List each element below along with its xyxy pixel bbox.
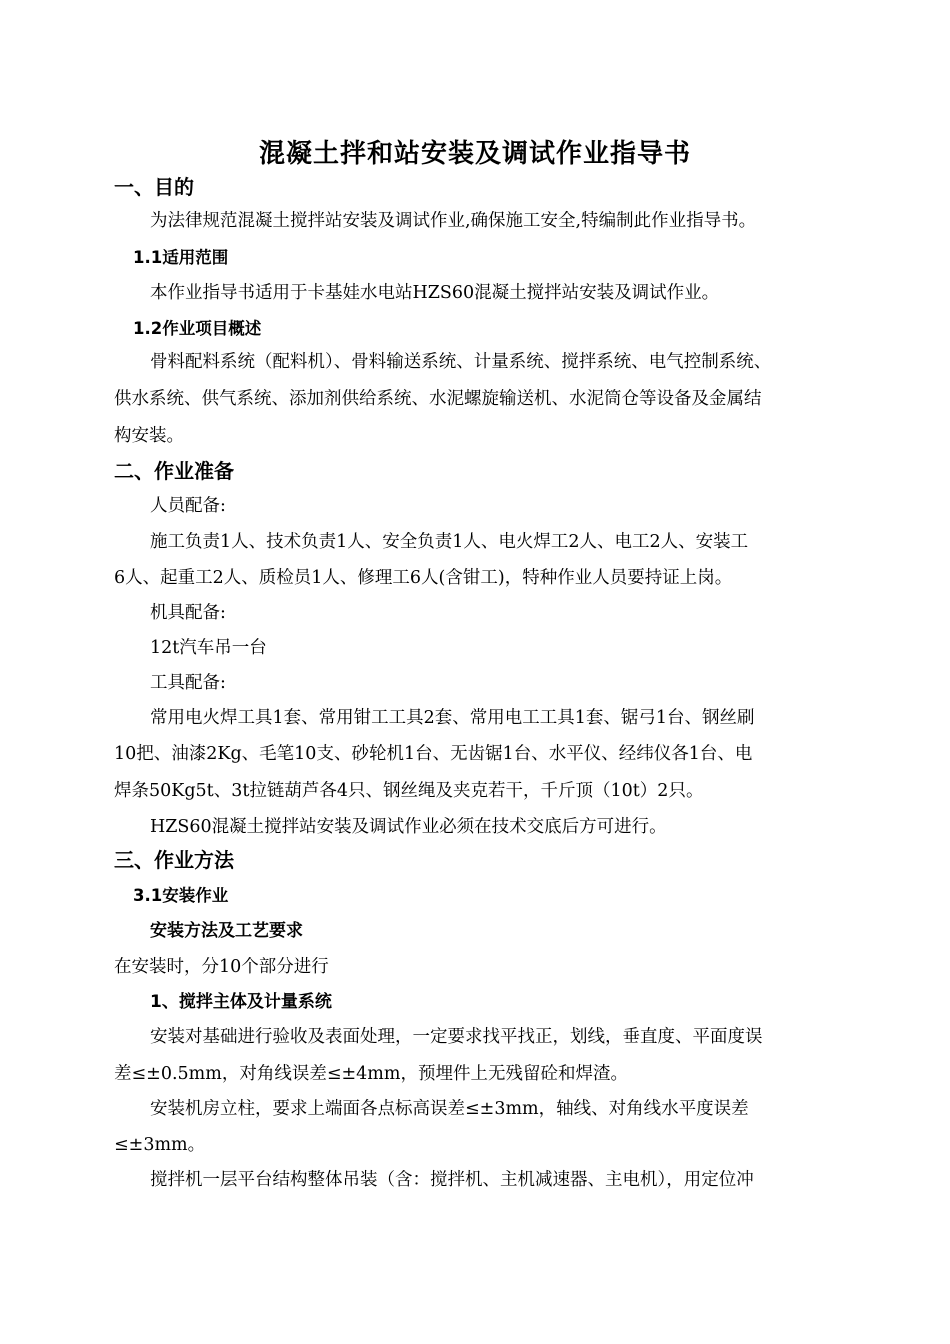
paragraph-tools-line-1: 常用电火焊工具1套、常用钳工工具2套、常用电工工具1套、锯弓1台、钢丝刷 — [150, 708, 755, 728]
paragraph-staffing-line-1: 施工负责1人、技术负责1人、安全负责1人、电火焊工2人、电工2人、安装工 — [150, 532, 749, 552]
paragraph-overview-line-2: 供水系统、供气系统、添加剂供给系统、水泥螺旋输送机、水泥筒仓等设备及金属结 — [114, 389, 762, 409]
subheading-scope: 1.1适用范围 — [133, 248, 229, 267]
paragraph-foundation-line-1: 安装对基础进行验收及表面处理，一定要求找平找正，划线，垂直度、平面度误 — [150, 1027, 763, 1047]
label-machinery: 机具配备: — [150, 603, 226, 623]
paragraph-disclosure: HZS60混凝土搅拌站安装及调试作业必须在技术交底后方可进行。 — [150, 817, 667, 837]
section-heading-preparation: 二、作业准备 — [114, 459, 234, 483]
paragraph-machinery: 12t汽车吊一台 — [150, 638, 267, 658]
subheading-method-requirements: 安装方法及工艺要求 — [150, 921, 303, 941]
section-heading-method: 三、作业方法 — [114, 848, 234, 872]
paragraph-staffing-line-2: 6人、起重工2人、质检员1人、修理工6人(含钳工)，特种作业人员要持证上岗。 — [114, 568, 733, 588]
paragraph-parts: 在安装时，分10个部分进行 — [114, 957, 329, 977]
subheading-part-1: 1、搅拌主体及计量系统 — [150, 992, 332, 1012]
document-title: 混凝土拌和站安装及调试作业指导书 — [258, 139, 691, 169]
paragraph-column-line-2: ≤±3mm。 — [114, 1135, 206, 1155]
paragraph-overview-line-1: 骨料配料系统（配料机）、骨料输送系统、计量系统、搅拌系统、电气控制系统、 — [150, 352, 772, 372]
paragraph-column-line-1: 安装机房立柱，要求上端面各点标高误差≤±3mm，轴线、对角线水平度误差 — [150, 1099, 749, 1119]
paragraph-purpose: 为法律规范混凝土搅拌站安装及调试作业,确保施工安全,特编制此作业指导书。 — [150, 211, 757, 231]
paragraph-tools-line-2: 10把、油漆2Kg、毛笔10支、砂轮机1台、无齿锯1台、水平仪、经纬仪各1台、电 — [114, 744, 753, 764]
paragraph-scope: 本作业指导书适用于卡基娃水电站HZS60混凝土搅拌站安装及调试作业。 — [150, 283, 720, 303]
paragraph-overview-line-3: 构安装。 — [114, 426, 184, 446]
label-staffing: 人员配备: — [150, 496, 226, 516]
subheading-overview: 1.2作业项目概述 — [133, 319, 262, 338]
paragraph-foundation-line-2: 差≤±0.5mm，对角线误差≤±4mm，预埋件上无残留砼和焊渣。 — [114, 1064, 628, 1084]
label-tools: 工具配备: — [150, 673, 226, 693]
paragraph-tools-line-3: 焊条50Kg5t、3t拉链葫芦各4只、钢丝绳及夹克若干，千斤顶（10t）2只。 — [114, 781, 704, 801]
section-heading-purpose: 一、目的 — [114, 175, 194, 199]
subheading-installation: 3.1安装作业 — [133, 886, 229, 905]
paragraph-mixer: 搅拌机一层平台结构整体吊装（含：搅拌机、主机减速器、主电机），用定位冲 — [150, 1170, 754, 1190]
